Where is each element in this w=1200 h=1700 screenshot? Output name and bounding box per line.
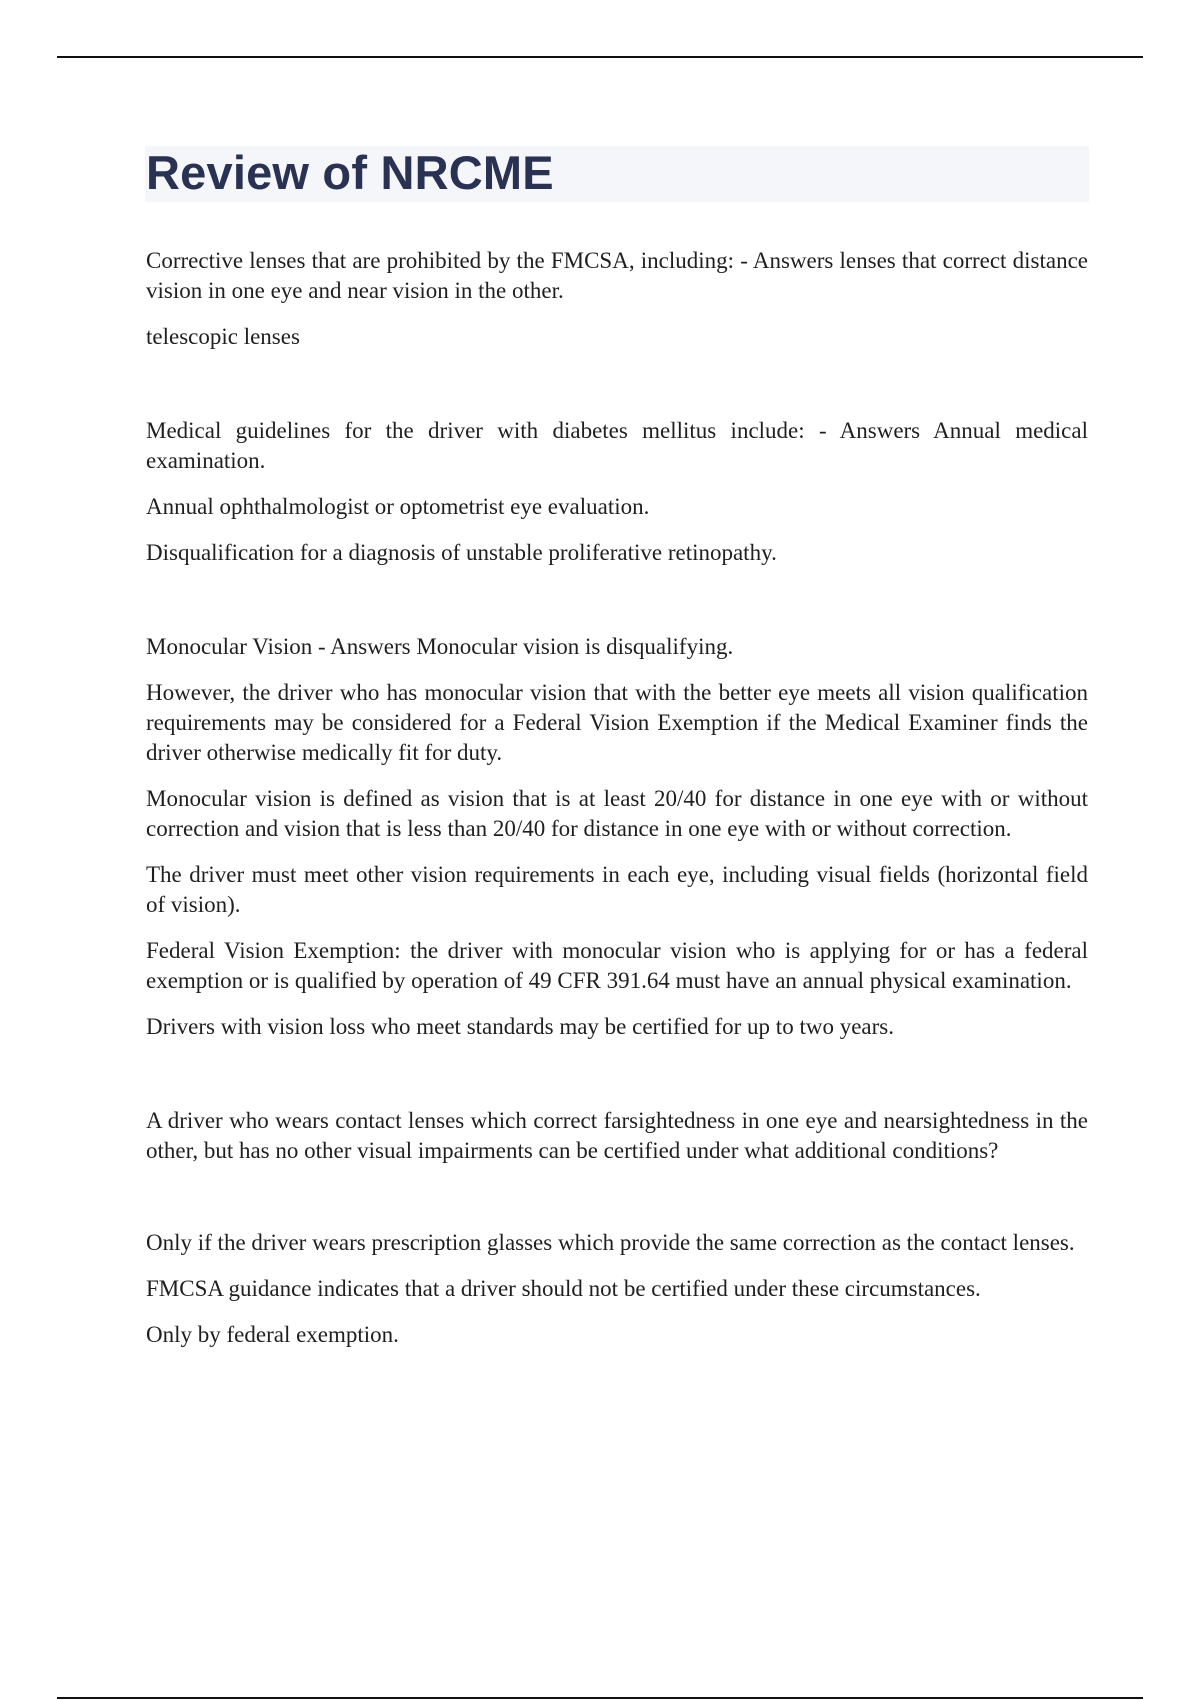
answer-text: Annual ophthalmologist or optometrist eye evaluation. — [146, 494, 650, 519]
question-text: Monocular Vision - Answers Monocular vision is disqualifying. — [146, 634, 734, 659]
qa-block-corrective-lenses — [146, 246, 1088, 352]
answer-text: The driver must meet other vision requirements in each eye, including visual fields (horizontal field of vision). — [146, 862, 1088, 917]
qa-block-diabetes — [146, 416, 1088, 568]
answer-text: Drivers with vision loss who meet standards may be certified for up to two years. — [146, 1014, 894, 1039]
question-text: A driver who wears contact lenses which correct farsightedness in one eye and nearsightedness in the other, but has no other visual impairments can be certified under what additional conditions? — [146, 1108, 1088, 1163]
header-rule — [57, 56, 1143, 58]
document-body — [146, 246, 1088, 1350]
answer-text: Monocular vision is defined as vision that is at least 20/40 for distance in one eye with or without correction and vision that is less than 20/40 for distance in one eye with or without correction. — [146, 786, 1088, 841]
answer-option: Only if the driver wears prescription glasses which provide the same correction as the contact lenses. — [146, 1230, 1075, 1255]
answer-text: However, the driver who has monocular vision that with the better eye meets all vision qualification requirements may be considered for a Federal Vision Exemption if the Medical Examiner finds the driver otherwise medically fit for duty. — [146, 680, 1088, 765]
answer-option: FMCSA guidance indicates that a driver should not be certified under these circumstances. — [146, 1276, 981, 1301]
footer-rule — [57, 1697, 1143, 1699]
question-text: Corrective lenses that are prohibited by the FMCSA, including: - Answers lenses that correct distance vision in one eye and near vision in the other. — [146, 248, 1088, 303]
question-text: Medical guidelines for the driver with diabetes mellitus include: - Answers Annual medical examination. — [146, 418, 1088, 473]
answer-text: telescopic lenses — [146, 324, 300, 349]
answer-text: Federal Vision Exemption: the driver with monocular vision who is applying for or has a federal exemption or is qualified by operation of 49 CFR 391.64 must have an annual physical examination. — [146, 938, 1088, 993]
page-title: Review of NRCME — [146, 146, 554, 199]
qa-block-monocular-vision — [146, 632, 1088, 1042]
answer-option: Only by federal exemption. — [146, 1322, 399, 1347]
answer-text: Disqualification for a diagnosis of unstable proliferative retinopathy. — [146, 540, 777, 565]
qa-block-contact-lenses — [146, 1106, 1088, 1350]
